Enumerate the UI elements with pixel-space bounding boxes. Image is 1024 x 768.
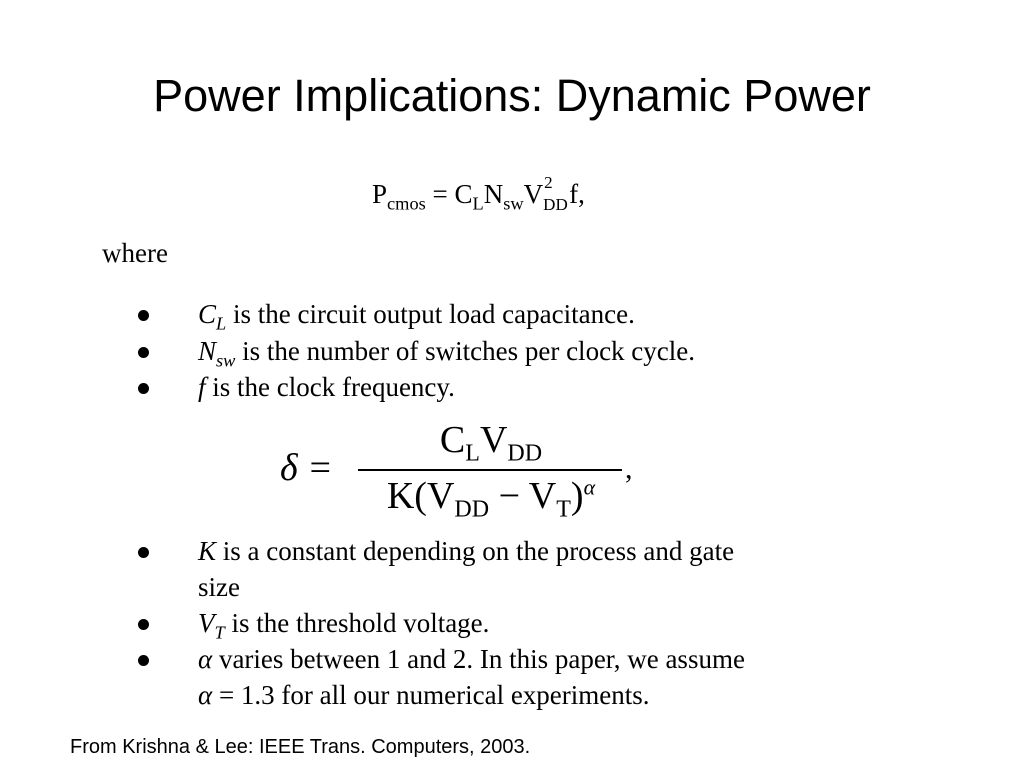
eq1-v-sub: DD — [543, 195, 568, 214]
delay-equation — [280, 418, 660, 528]
eq2-den-exp: α — [583, 474, 596, 500]
bullet-dot — [138, 619, 149, 630]
eq1-c-sub: L — [472, 193, 484, 214]
var-v-sub: T — [214, 622, 225, 643]
bullet-text-cont: size — [198, 572, 240, 602]
eq2-den-t-sub: T — [556, 496, 571, 523]
fraction-bar — [358, 469, 622, 471]
eq2-num-c: C — [439, 419, 466, 461]
var-n: N — [198, 336, 217, 366]
eq2-den-k: K(V — [386, 475, 455, 517]
eq2-lhs — [280, 448, 333, 488]
var-f: f — [198, 372, 206, 402]
eq1-f: f, — [569, 179, 585, 209]
eq1-n: N — [483, 179, 504, 209]
bullet-dot — [138, 347, 149, 358]
eq1-lhs: P — [372, 179, 388, 209]
bullet-text: varies between 1 and 2. In this paper, we assume — [212, 644, 745, 674]
eq2-num-c-sub: L — [465, 440, 480, 467]
eq2-den-close: ) — [570, 475, 584, 517]
var-c-sub: L — [216, 313, 227, 334]
eq2-denominator — [360, 474, 622, 523]
eq2-numerator — [360, 418, 622, 467]
bullet-dot — [138, 383, 149, 394]
where-label: where — [102, 238, 168, 268]
eq1-v-sup: 2 — [544, 173, 553, 192]
eq1-lhs-sub: cmos — [387, 193, 426, 214]
eq2-delta: δ = — [280, 447, 333, 489]
eq1-c: C — [454, 179, 473, 209]
eq2-num-v-sub: DD — [507, 440, 543, 467]
bullet-text: is the circuit output load capacitance. — [226, 299, 635, 329]
eq1-equals: = — [432, 179, 448, 209]
bullet-text: is a constant depending on the process and gate — [216, 536, 735, 566]
eq2-den-v-sub: DD — [454, 496, 490, 523]
eq2-num-v: V — [479, 419, 508, 461]
bullet-text: is the clock frequency. — [205, 372, 455, 402]
bullet-dot — [138, 547, 149, 558]
bullet-text: is the number of switches per clock cycle. — [235, 336, 695, 366]
bullet-text-cont: = 1.3 for all our numerical experiments. — [212, 680, 650, 710]
dynamic-power-equation — [372, 173, 585, 214]
eq1-v: V — [523, 179, 544, 209]
bullet-dot — [138, 310, 149, 321]
bullet-dot — [138, 655, 149, 666]
var-n-sub: sw — [216, 350, 236, 371]
eq2-den-minus: − V — [489, 475, 557, 517]
eq1-v-scripts — [543, 173, 569, 214]
eq2-comma: , — [625, 452, 633, 485]
slide-title: Power Implications: Dynamic Power — [153, 70, 871, 121]
bullet-text: is the threshold voltage. — [224, 608, 490, 638]
var-alpha: α — [198, 680, 213, 710]
var-k: K — [198, 536, 217, 566]
var-v: V — [198, 608, 215, 638]
var-alpha: α — [198, 644, 213, 674]
var-c: C — [198, 299, 217, 329]
eq1-n-sub: sw — [503, 193, 524, 214]
citation: From Krishna & Lee: IEEE Trans. Computers, 2003. — [70, 736, 531, 758]
